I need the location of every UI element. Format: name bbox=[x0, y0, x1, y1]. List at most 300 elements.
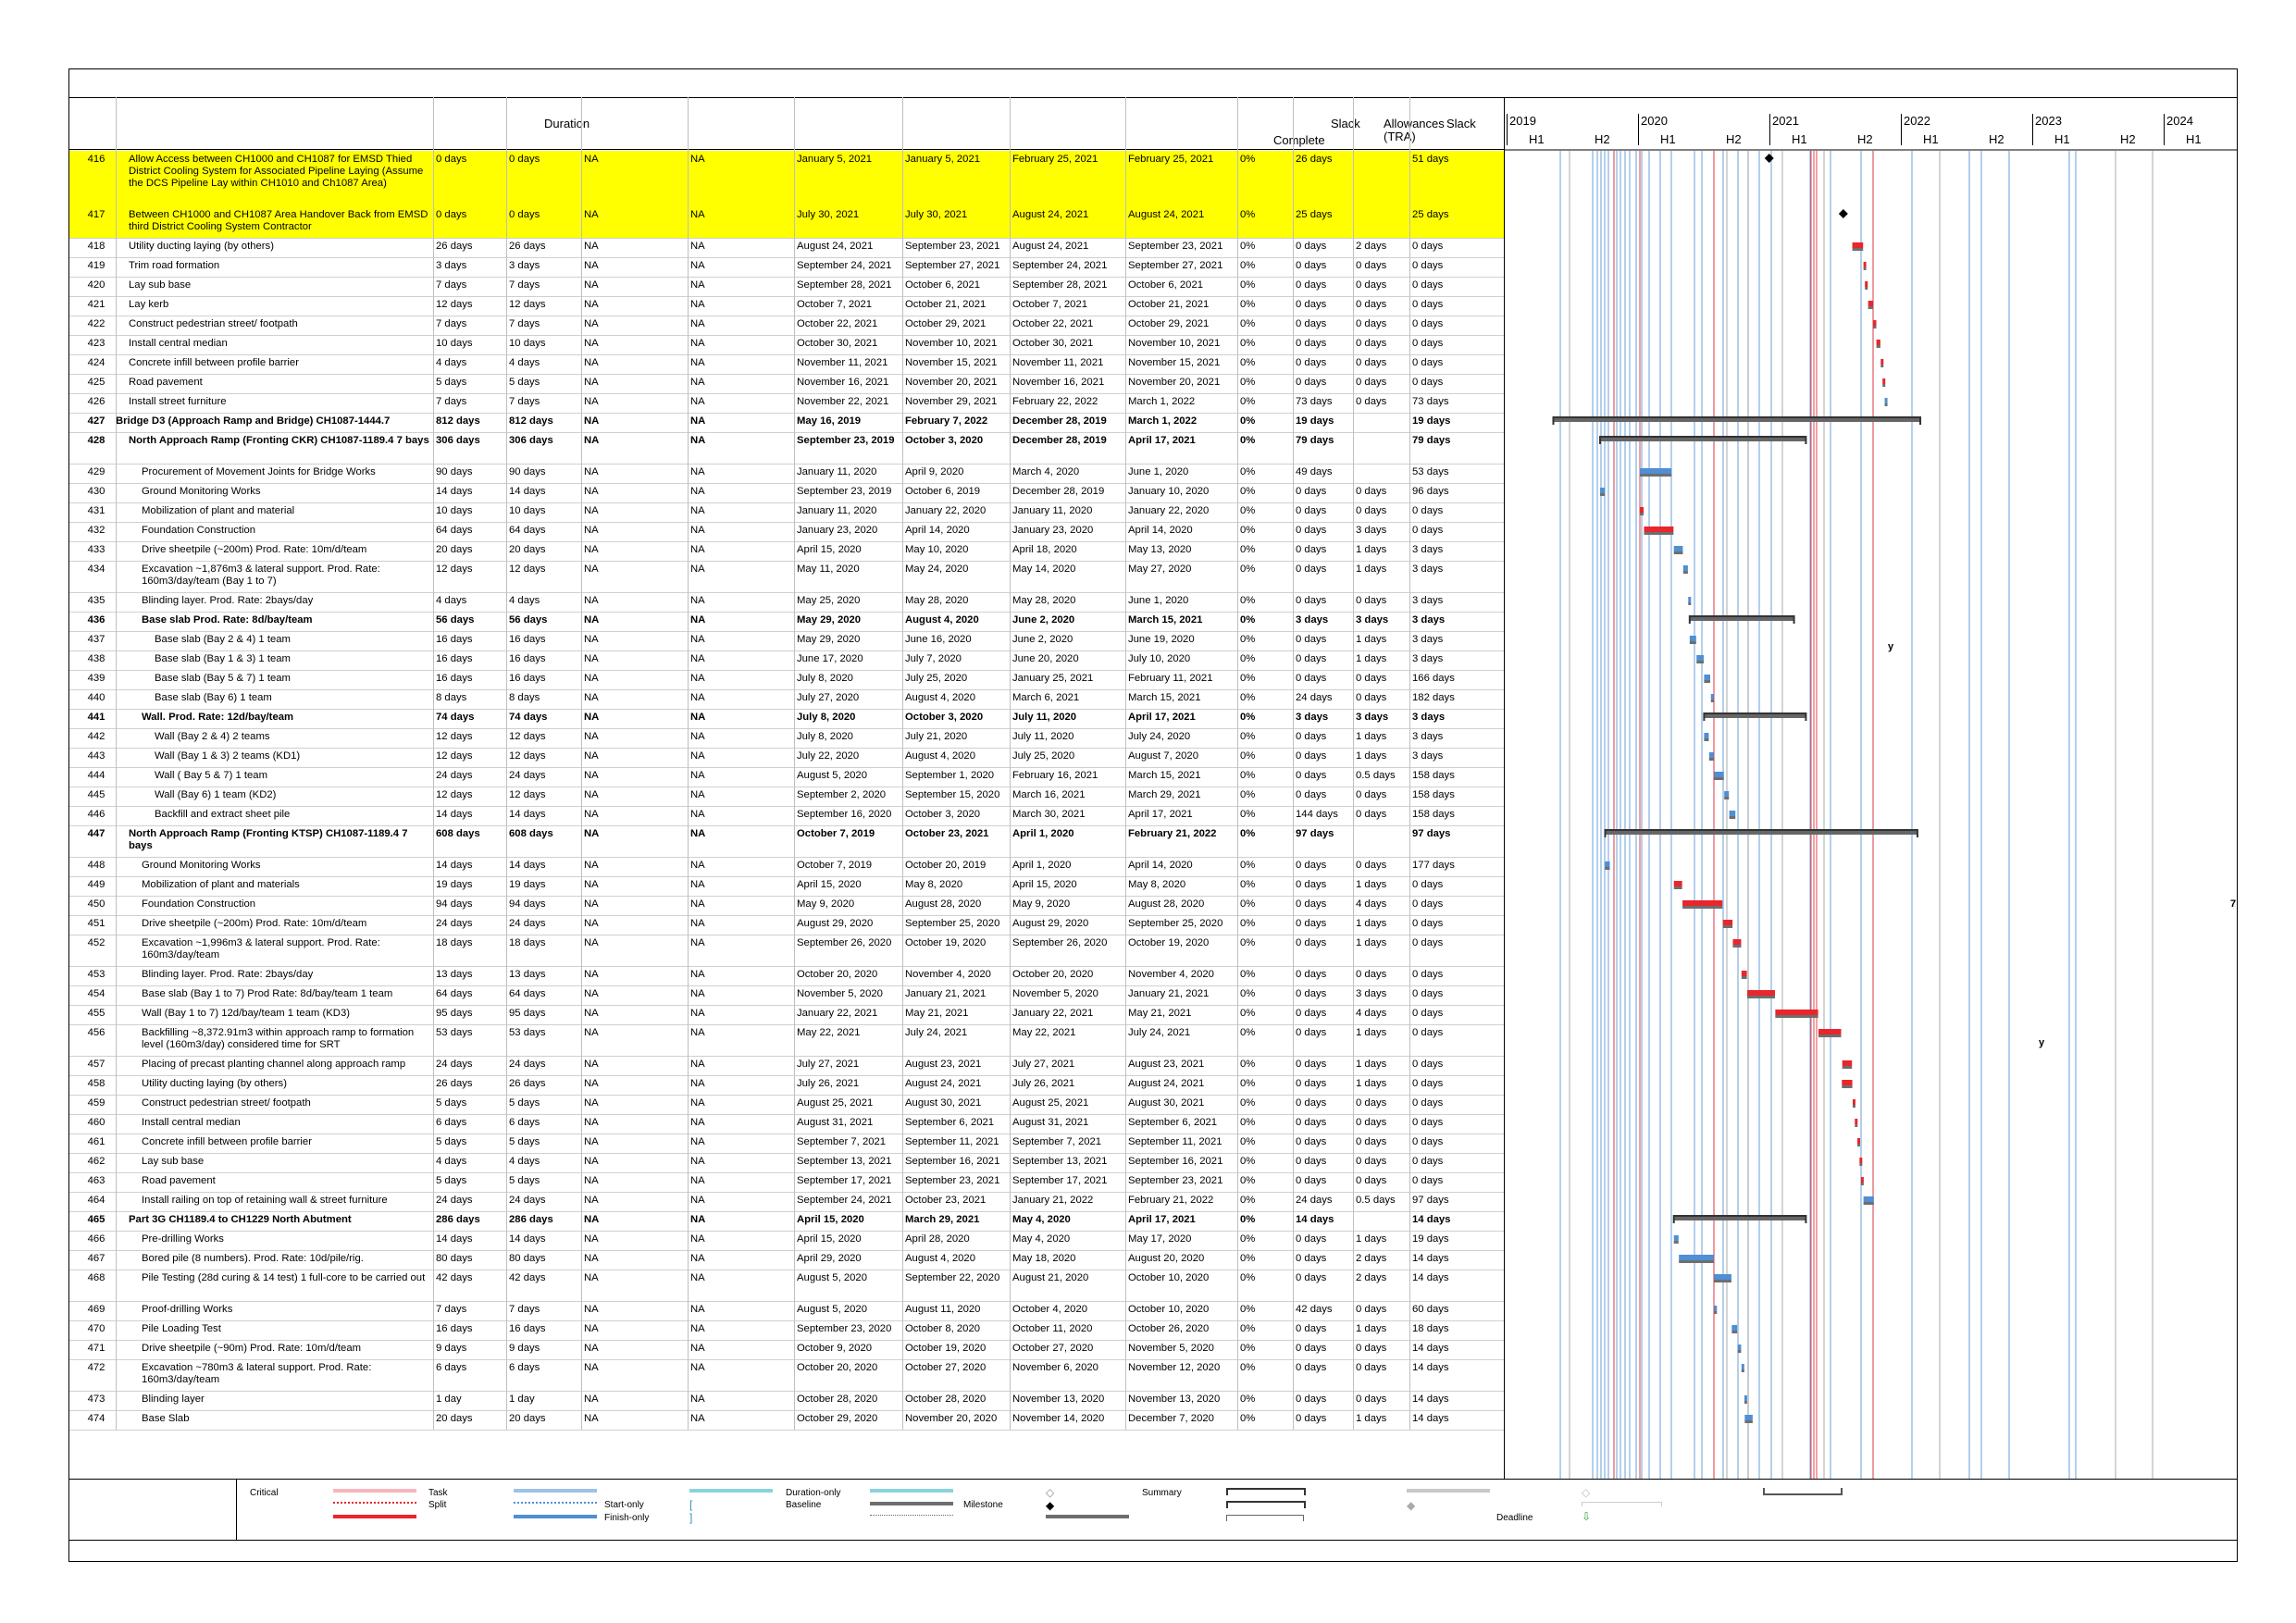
task-na1: NA bbox=[584, 1272, 599, 1283]
task-dur2: 7 days bbox=[509, 318, 540, 329]
task-row[interactable] bbox=[69, 748, 1504, 768]
task-row[interactable] bbox=[69, 1056, 1504, 1076]
task-row[interactable] bbox=[69, 354, 1504, 375]
task-dur: 12 days bbox=[436, 564, 473, 575]
task-bar bbox=[1714, 772, 1723, 777]
task-row[interactable] bbox=[69, 985, 1504, 1006]
task-slack2: 0 days bbox=[1412, 318, 1444, 329]
task-dur2: 64 days bbox=[509, 988, 546, 999]
task-dur: 1 day bbox=[436, 1394, 462, 1405]
task-s2: February 25, 2021 bbox=[1012, 154, 1098, 165]
task-f2: June 1, 2020 bbox=[1128, 466, 1189, 477]
gantt-mark-7: 7 bbox=[2230, 898, 2237, 910]
task-row[interactable] bbox=[69, 1075, 1504, 1096]
task-row[interactable] bbox=[69, 393, 1504, 414]
task-f1: August 4, 2020 bbox=[905, 750, 976, 762]
task-row[interactable] bbox=[69, 1340, 1504, 1360]
task-name: Ground Monitoring Works bbox=[142, 486, 261, 497]
task-slack: 0 days bbox=[1296, 1078, 1327, 1089]
task-na2: NA bbox=[690, 1175, 705, 1186]
task-name: Concrete infill between profile barrier bbox=[129, 357, 299, 368]
task-s2: December 28, 2019 bbox=[1012, 415, 1107, 427]
title-strip bbox=[69, 69, 2237, 98]
task-dur2: 14 days bbox=[509, 860, 546, 871]
baseline-bar bbox=[1885, 403, 1888, 406]
task-row[interactable] bbox=[69, 966, 1504, 986]
task-slack2: 0 days bbox=[1412, 505, 1444, 516]
task-row[interactable] bbox=[69, 1134, 1504, 1154]
task-pc: 0% bbox=[1240, 209, 1256, 220]
task-row[interactable] bbox=[69, 689, 1504, 710]
task-row[interactable] bbox=[69, 1359, 1504, 1392]
task-f2: October 21, 2021 bbox=[1128, 299, 1210, 310]
task-dur2: 95 days bbox=[509, 1008, 546, 1019]
task-na1: NA bbox=[584, 614, 600, 626]
task-dur2: 608 days bbox=[509, 828, 553, 839]
task-row[interactable] bbox=[69, 413, 1504, 433]
task-s1: November 5, 2020 bbox=[797, 988, 883, 999]
task-dur: 10 days bbox=[436, 505, 473, 516]
task-pc: 0% bbox=[1240, 809, 1256, 820]
task-row[interactable] bbox=[69, 1005, 1504, 1025]
task-s1: January 5, 2021 bbox=[797, 154, 873, 165]
task-row[interactable] bbox=[69, 335, 1504, 355]
task-dur2: 12 days bbox=[509, 299, 546, 310]
task-row[interactable] bbox=[69, 612, 1504, 632]
task-row[interactable] bbox=[69, 857, 1504, 877]
task-f1: November 20, 2021 bbox=[905, 377, 998, 388]
task-na1: NA bbox=[584, 1136, 599, 1147]
task-bar bbox=[1842, 1080, 1852, 1085]
task-pc: 0% bbox=[1240, 544, 1256, 555]
legend-baseline-bar bbox=[870, 1502, 953, 1505]
task-f2: August 24, 2021 bbox=[1128, 1078, 1205, 1089]
task-bar bbox=[1853, 242, 1864, 248]
task-s2: March 4, 2020 bbox=[1012, 466, 1080, 477]
task-s2: October 7, 2021 bbox=[1012, 299, 1088, 310]
task-f2: January 10, 2020 bbox=[1128, 486, 1210, 497]
task-slack2: 0 days bbox=[1412, 299, 1444, 310]
task-slack: 0 days bbox=[1296, 879, 1327, 890]
task-na2: NA bbox=[690, 1214, 706, 1225]
task-bar bbox=[1683, 565, 1688, 571]
task-id: 441 bbox=[87, 712, 105, 723]
task-row[interactable] bbox=[69, 561, 1504, 593]
task-na1: NA bbox=[584, 918, 599, 929]
task-dur2: 14 days bbox=[509, 486, 546, 497]
task-dur2: 14 days bbox=[509, 1233, 546, 1245]
task-row[interactable] bbox=[69, 1211, 1504, 1232]
task-row[interactable] bbox=[69, 374, 1504, 394]
task-id: 460 bbox=[87, 1117, 105, 1128]
task-s1: October 29, 2020 bbox=[797, 1413, 878, 1424]
task-f2: June 1, 2020 bbox=[1128, 595, 1189, 606]
task-id: 443 bbox=[87, 750, 105, 762]
task-f1: August 4, 2020 bbox=[905, 1253, 976, 1264]
task-row[interactable] bbox=[69, 1114, 1504, 1134]
task-slack: 0 days bbox=[1296, 1008, 1327, 1019]
task-slack2: 0 days bbox=[1412, 279, 1444, 291]
baseline-bar bbox=[1714, 1311, 1717, 1314]
task-f2: August 24, 2021 bbox=[1128, 209, 1205, 220]
task-na1: NA bbox=[584, 898, 599, 910]
task-id: 452 bbox=[87, 937, 105, 948]
task-tra: 0 days bbox=[1356, 673, 1387, 684]
task-dur: 24 days bbox=[436, 770, 473, 781]
task-row[interactable] bbox=[69, 1172, 1504, 1193]
timeline-year: 2022 bbox=[1901, 114, 1930, 145]
task-s2: November 13, 2020 bbox=[1012, 1394, 1105, 1405]
milestone-diamond bbox=[1765, 154, 1774, 163]
task-s1: August 29, 2020 bbox=[797, 918, 874, 929]
task-row[interactable] bbox=[69, 592, 1504, 613]
task-id: 419 bbox=[87, 260, 105, 271]
task-slack2: 0 days bbox=[1412, 988, 1444, 999]
task-f1: September 11, 2021 bbox=[905, 1136, 999, 1147]
task-dur: 4 days bbox=[436, 1156, 467, 1167]
task-s2: July 11, 2020 bbox=[1012, 712, 1077, 723]
task-slack2: 166 days bbox=[1412, 673, 1455, 684]
task-name: Base slab (Bay 2 & 4) 1 team bbox=[155, 634, 291, 645]
task-na2: NA bbox=[690, 377, 705, 388]
task-id: 430 bbox=[87, 486, 105, 497]
task-slack2: 0 days bbox=[1412, 338, 1444, 349]
task-s1: September 23, 2019 bbox=[797, 486, 892, 497]
task-dur2: 10 days bbox=[509, 505, 546, 516]
task-dur: 42 days bbox=[436, 1272, 473, 1283]
task-row[interactable] bbox=[69, 806, 1504, 826]
task-f2: April 14, 2020 bbox=[1128, 525, 1193, 536]
task-na1: NA bbox=[584, 154, 599, 165]
task-s1: August 5, 2020 bbox=[797, 770, 868, 781]
task-f1: May 24, 2020 bbox=[905, 564, 969, 575]
task-dur: 20 days bbox=[436, 1413, 473, 1424]
task-row[interactable] bbox=[69, 787, 1504, 807]
task-slack: 0 days bbox=[1296, 898, 1327, 910]
task-pc: 0% bbox=[1240, 260, 1256, 271]
task-pc: 0% bbox=[1240, 770, 1256, 781]
task-slack: 0 days bbox=[1296, 731, 1327, 742]
task-pc: 0% bbox=[1240, 1362, 1256, 1373]
task-row[interactable] bbox=[69, 541, 1504, 562]
task-slack: 0 days bbox=[1296, 1394, 1327, 1405]
task-slack2: 158 days bbox=[1412, 789, 1455, 800]
task-row[interactable] bbox=[69, 915, 1504, 935]
task-dur: 5 days bbox=[436, 1175, 467, 1186]
task-row[interactable] bbox=[69, 316, 1504, 336]
task-na1: NA bbox=[584, 377, 599, 388]
task-row[interactable] bbox=[69, 1320, 1504, 1341]
task-na1: NA bbox=[584, 789, 599, 800]
task-f1: September 6, 2021 bbox=[905, 1117, 995, 1128]
task-row[interactable] bbox=[69, 502, 1504, 523]
baseline-bar bbox=[1690, 641, 1696, 644]
task-na2: NA bbox=[690, 1304, 705, 1315]
task-row[interactable] bbox=[69, 483, 1504, 503]
task-id: 431 bbox=[87, 505, 105, 516]
task-row[interactable] bbox=[69, 1024, 1504, 1057]
task-bar bbox=[1853, 1099, 1855, 1105]
task-tra: 0 days bbox=[1356, 1097, 1387, 1109]
task-name: Excavation ~1,996m3 & lateral support. Prod. Rate: 160m3/day/team bbox=[142, 937, 380, 960]
task-row[interactable] bbox=[69, 876, 1504, 897]
baseline-bar bbox=[1865, 287, 1868, 290]
task-tra: 0 days bbox=[1356, 1343, 1387, 1354]
task-bar bbox=[1742, 971, 1747, 976]
task-id: 462 bbox=[87, 1156, 105, 1167]
task-pc: 0% bbox=[1240, 1304, 1256, 1315]
task-f1: October 6, 2019 bbox=[905, 486, 981, 497]
task-row[interactable] bbox=[69, 464, 1504, 484]
task-s1: October 7, 2019 bbox=[797, 828, 875, 839]
task-id: 432 bbox=[87, 525, 105, 536]
task-pc: 0% bbox=[1240, 879, 1256, 890]
task-row[interactable] bbox=[69, 1270, 1504, 1302]
task-row[interactable] bbox=[69, 238, 1504, 258]
task-dur2: 5 days bbox=[509, 377, 540, 388]
task-name: Base slab Prod. Rate: 8d/bay/team bbox=[142, 614, 313, 626]
task-f1: September 27, 2021 bbox=[905, 260, 1000, 271]
task-tra: 2 days bbox=[1356, 241, 1387, 252]
task-slack: 0 days bbox=[1296, 338, 1327, 349]
task-s2: November 11, 2021 bbox=[1012, 357, 1104, 368]
task-pc: 0% bbox=[1240, 634, 1256, 645]
task-name: Placing of precast planting channel along approach ramp bbox=[142, 1059, 406, 1070]
task-id: 433 bbox=[87, 544, 105, 555]
task-f2: July 24, 2021 bbox=[1128, 1027, 1191, 1038]
task-s2: July 27, 2021 bbox=[1012, 1059, 1075, 1070]
task-na1: NA bbox=[584, 338, 599, 349]
task-f1: October 21, 2021 bbox=[905, 299, 987, 310]
task-na2: NA bbox=[690, 988, 705, 999]
task-f2: July 10, 2020 bbox=[1128, 653, 1191, 664]
task-dur2: 0 days bbox=[509, 209, 540, 220]
task-f2: October 26, 2020 bbox=[1128, 1323, 1210, 1334]
timeline-half: H1 bbox=[2054, 132, 2070, 146]
task-s2: September 13, 2021 bbox=[1012, 1156, 1108, 1167]
gantt-chart bbox=[1504, 97, 2238, 1479]
task-bar bbox=[1818, 1029, 1841, 1035]
task-dur2: 94 days bbox=[509, 898, 546, 910]
task-f1: January 5, 2021 bbox=[905, 154, 981, 165]
task-slack: 0 days bbox=[1296, 279, 1327, 291]
task-row[interactable] bbox=[69, 631, 1504, 651]
task-row[interactable] bbox=[69, 432, 1504, 465]
task-name: Wall. Prod. Rate: 12d/bay/team bbox=[142, 712, 294, 723]
baseline-bar bbox=[1640, 474, 1672, 477]
task-f2: October 6, 2021 bbox=[1128, 279, 1204, 291]
task-bar bbox=[1640, 468, 1672, 474]
task-s2: February 16, 2021 bbox=[1012, 770, 1098, 781]
task-s1: May 22, 2021 bbox=[797, 1027, 861, 1038]
task-s2: September 17, 2021 bbox=[1012, 1175, 1108, 1186]
task-na2: NA bbox=[690, 1233, 705, 1245]
task-bar bbox=[1873, 320, 1876, 326]
task-dur2: 12 days bbox=[509, 789, 546, 800]
task-pc: 0% bbox=[1240, 712, 1256, 723]
task-na2: NA bbox=[690, 673, 705, 684]
task-row[interactable] bbox=[69, 650, 1504, 671]
task-bar bbox=[1730, 811, 1736, 816]
task-na1: NA bbox=[584, 1394, 599, 1405]
task-na2: NA bbox=[690, 595, 705, 606]
task-pc: 0% bbox=[1240, 1059, 1256, 1070]
task-row[interactable] bbox=[69, 1410, 1504, 1431]
baseline-bar bbox=[1744, 1401, 1747, 1404]
legend-manual-summary-bracket bbox=[1226, 1501, 1306, 1508]
task-id: 463 bbox=[87, 1175, 105, 1186]
task-name: Drive sheetpile (~200m) Prod. Rate: 10m/d/team bbox=[142, 918, 367, 929]
task-f2: May 27, 2020 bbox=[1128, 564, 1192, 575]
task-tra: 0 days bbox=[1356, 1136, 1387, 1147]
task-dur: 16 days bbox=[436, 673, 473, 684]
task-na2: NA bbox=[690, 415, 706, 427]
inactive-milestone-icon: ◇ bbox=[1582, 1486, 1591, 1499]
task-id: 439 bbox=[87, 673, 105, 684]
task-f1: October 3, 2020 bbox=[905, 809, 981, 820]
task-f2: June 19, 2020 bbox=[1128, 634, 1195, 645]
task-dur2: 26 days bbox=[509, 1078, 546, 1089]
task-na1: NA bbox=[584, 544, 599, 555]
task-row[interactable] bbox=[69, 151, 1504, 207]
task-s1: April 15, 2020 bbox=[797, 544, 862, 555]
task-row[interactable] bbox=[69, 1192, 1504, 1212]
task-slack2: 0 days bbox=[1412, 879, 1444, 890]
task-na2: NA bbox=[690, 634, 705, 645]
task-name: Blinding layer. Prod. Rate: 2bays/day bbox=[142, 969, 314, 980]
legend-summary-progress-bar bbox=[1046, 1515, 1129, 1518]
baseline-bar bbox=[1880, 365, 1883, 367]
task-f2: August 23, 2021 bbox=[1128, 1059, 1205, 1070]
task-dur: 24 days bbox=[436, 1195, 473, 1206]
task-row[interactable] bbox=[69, 1301, 1504, 1321]
task-bar bbox=[1775, 1010, 1818, 1015]
task-na1: NA bbox=[584, 486, 599, 497]
task-bar bbox=[1864, 262, 1867, 267]
task-pc: 0% bbox=[1240, 377, 1256, 388]
task-row[interactable] bbox=[69, 728, 1504, 749]
task-dur2: 74 days bbox=[509, 712, 548, 723]
task-tra: 0.5 days bbox=[1356, 1195, 1396, 1206]
task-row[interactable] bbox=[69, 1095, 1504, 1115]
task-row[interactable] bbox=[69, 1391, 1504, 1411]
task-na2: NA bbox=[690, 357, 705, 368]
task-dur: 6 days bbox=[436, 1362, 467, 1373]
task-row[interactable] bbox=[69, 1250, 1504, 1270]
gantt-mark-y: y bbox=[1888, 641, 1894, 652]
summary-baseline-bar bbox=[1690, 617, 1794, 621]
task-pc: 0% bbox=[1240, 898, 1256, 910]
task-row[interactable] bbox=[69, 825, 1504, 858]
task-s2: December 28, 2019 bbox=[1012, 435, 1107, 446]
task-name: Install street furniture bbox=[129, 396, 227, 407]
task-bar bbox=[1709, 752, 1714, 758]
task-tra: 0 days bbox=[1356, 1304, 1387, 1315]
task-row[interactable] bbox=[69, 206, 1504, 239]
task-slack2: 0 days bbox=[1412, 898, 1444, 910]
task-tra: 1 days bbox=[1356, 1413, 1387, 1424]
task-id: 461 bbox=[87, 1136, 105, 1147]
header-allowances: Allowances (TRA) bbox=[1384, 117, 1445, 143]
task-id: 416 bbox=[87, 154, 105, 165]
task-na2: NA bbox=[690, 731, 705, 742]
task-dur: 64 days bbox=[436, 525, 473, 536]
task-na2: NA bbox=[690, 789, 705, 800]
task-f1: October 19, 2020 bbox=[905, 1343, 987, 1354]
baseline-bar bbox=[1731, 1331, 1737, 1333]
task-slack: 0 days bbox=[1296, 1413, 1327, 1424]
task-slack: 0 days bbox=[1296, 377, 1327, 388]
task-pc: 0% bbox=[1240, 1195, 1256, 1206]
task-row[interactable] bbox=[69, 935, 1504, 967]
task-row[interactable] bbox=[69, 709, 1504, 729]
task-s1: May 29, 2020 bbox=[797, 634, 861, 645]
task-name: Utility ducting laying (by others) bbox=[142, 1078, 287, 1089]
task-name: North Approach Ramp (Fronting KTSP) CH1087-1189.4 7 bays bbox=[129, 828, 408, 851]
task-slack: 26 days bbox=[1296, 154, 1333, 165]
task-f1: July 21, 2020 bbox=[905, 731, 968, 742]
task-dur: 7 days bbox=[436, 318, 467, 329]
task-na1: NA bbox=[584, 435, 600, 446]
task-row[interactable] bbox=[69, 1153, 1504, 1173]
task-s2: August 31, 2021 bbox=[1012, 1117, 1089, 1128]
task-id: 438 bbox=[87, 653, 105, 664]
task-slack2: 0 days bbox=[1412, 1027, 1444, 1038]
task-id: 425 bbox=[87, 377, 105, 388]
task-row[interactable] bbox=[69, 767, 1504, 787]
task-row[interactable] bbox=[69, 522, 1504, 542]
task-row[interactable] bbox=[69, 670, 1504, 690]
task-pc: 0% bbox=[1240, 486, 1256, 497]
task-f1: November 20, 2020 bbox=[905, 1413, 998, 1424]
task-s2: January 11, 2020 bbox=[1012, 505, 1093, 516]
task-row[interactable] bbox=[69, 296, 1504, 316]
task-name: Backfilling ~8,372.91m3 within approach ramp to formation level (160m3/day) considered time for SRT bbox=[142, 1027, 415, 1050]
task-id: 434 bbox=[87, 564, 105, 575]
legend-start-only-label: Start-only bbox=[604, 1500, 644, 1510]
task-slack2: 3 days bbox=[1412, 750, 1444, 762]
task-pc: 0% bbox=[1240, 1136, 1256, 1147]
task-row[interactable] bbox=[69, 896, 1504, 916]
task-row[interactable] bbox=[69, 277, 1504, 297]
task-f2: April 17, 2021 bbox=[1128, 1214, 1196, 1225]
task-s2: October 30, 2021 bbox=[1012, 338, 1094, 349]
task-slack: 24 days bbox=[1296, 1195, 1333, 1206]
summary-baseline-bar bbox=[1553, 418, 1920, 422]
baseline-bar bbox=[1742, 1369, 1744, 1372]
task-f1: May 8, 2020 bbox=[905, 879, 963, 890]
task-slack2: 0 days bbox=[1412, 1059, 1444, 1070]
task-id: 447 bbox=[87, 828, 105, 839]
baseline-bar bbox=[1723, 925, 1732, 928]
task-dur2: 20 days bbox=[509, 1413, 546, 1424]
task-name: Install central median bbox=[129, 338, 228, 349]
task-s2: January 25, 2021 bbox=[1012, 673, 1094, 684]
task-pc: 0% bbox=[1240, 435, 1256, 446]
task-row[interactable] bbox=[69, 1231, 1504, 1251]
baseline-bar bbox=[1775, 1015, 1818, 1018]
baseline-bar bbox=[1605, 867, 1609, 870]
task-f2: November 12, 2020 bbox=[1128, 1362, 1221, 1373]
task-tra: 1 days bbox=[1356, 634, 1387, 645]
task-tra: 0.5 days bbox=[1356, 770, 1396, 781]
task-row[interactable] bbox=[69, 257, 1504, 278]
task-f2: May 17, 2020 bbox=[1128, 1233, 1192, 1245]
task-id: 440 bbox=[87, 692, 105, 703]
task-dur: 16 days bbox=[436, 1323, 473, 1334]
task-name: North Approach Ramp (Fronting CKR) CH1087-1189.4 7 bays bbox=[129, 435, 429, 446]
task-dur: 306 days bbox=[436, 435, 480, 446]
